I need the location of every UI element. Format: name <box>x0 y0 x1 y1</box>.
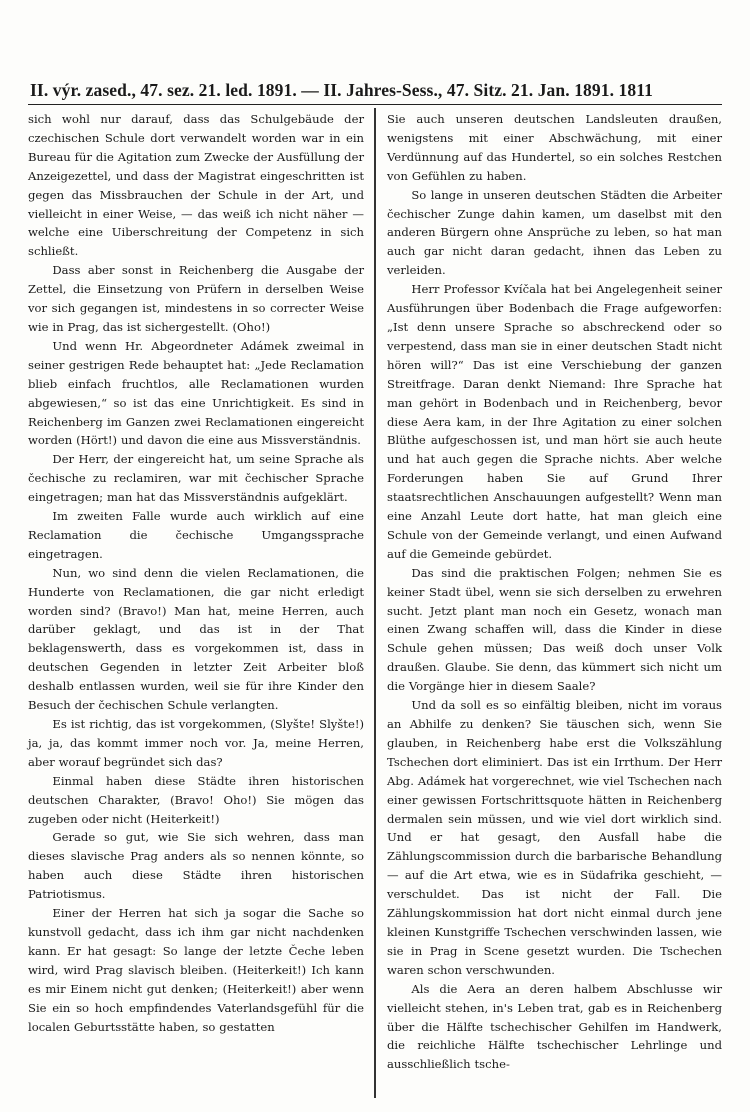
column-divider <box>374 108 376 1098</box>
left-column <box>28 110 364 1036</box>
paragraph: Und da soll es so einfältig bleiben, nicht im voraus an Abhilfe zu denken? Sie täuschen sich, wenn Sie glauben, in Reichenberg habe erst die Volkszählung Tschechen dort eliminiert. Das ist ein Irrthum. Der Herr Abg. Adámek hat vorgerechnet, wie viel Tschechen nach einer gewissen Fortschrittsquote hätten in Reichenberg dermalen sein müssen, und wie viel dort wirklich sind. Und er hat gesagt, den Ausfall habe die Zählungscommission durch die barbarische Behandlung — auf die Art etwa, wie es in Südafrika geschieht, — verschuldet. Das ist nicht der Fall. Die Zählungskommission hat dort nicht einmal durch jene kleinen Kunstgriffe Tschechen verschwinden lassen, wie sie in Prag in Scene gesetzt wurden. Die Tschechen waren schon verschwunden. <box>387 698 722 977</box>
paragraph: Herr Professor Kvíčala hat bei Angelegenheit seiner Ausführungen über Bodenbach die Frage aufgeworfen: „Ist denn unsere Sprache so abschreckend oder so verpestend, dass man sie in einer deutschen Stadt nicht hören will?“ Das ist eine Verschiebung der ganzen Streitfrage. Daran denkt Niemand: Ihre Sprache hat man gehört in Bodenbach und in Reichenberg, bevor diese Aera kam, in der Ihre Agitation zu einer solchen Blüthe aufgeschossen ist, und man hört sie auch heute und hat auch gegen die Sprache nichts. Aber welche Forderungen haben Sie auf Grund Ihrer staatsrechtlichen Anschauungen aufgestellt? Wenn man eine Anzahl Leute dort hatte, hat man gleich eine Schule von der Gemeinde verlangt, und einen Aufwand auf die Gemeinde gebürdet. <box>387 282 722 561</box>
paragraph: Gerade so gut, wie Sie sich wehren, dass man dieses slavische Prag anders als so nennen könnte, so haben auch diese Städte ihren historischen Patriotismus. <box>28 830 364 902</box>
paragraph: Nun, wo sind denn die vielen Reclamationen, die Hunderte von Reclamationen, die gar nicht erledigt worden sind? (Bravo!) Man hat, meine Herren, auch darüber geklagt, und das ist in der That beklagenswerth, dass es vorgekommen ist, dass in deutschen Gegenden in letzter Zeit Arbeiter bloß deshalb entlassen wurden, weil sie für ihre Kinder den Besuch der čechischen Schule verlangten. <box>28 565 364 713</box>
paragraph: Es ist richtig, das ist vorgekommen, (Slyšte! Slyšte!) ja, ja, das kommt immer noch vor. Ja, meine Herren, aber worauf begründet sich das? <box>28 717 364 769</box>
paragraph: Das sind die praktischen Folgen; nehmen Sie es keiner Stadt übel, wenn sie sich derselben zu erwehren sucht. Jetzt plant man noch ein Gesetz, wonach man einen Zwang schaffen will, dass die Kinder in diese Schule gehen müssen; Das weiß doch unser Volk draußen. Glaube. Sie denn, das kümmert sich nicht um die Vorgänge hier in diesem Saale? <box>387 565 722 694</box>
paragraph: So lange in unseren deutschen Städten die Arbeiter čechischer Zunge dahin kamen, um daselbst mit den anderen Bürgern ohne Ansprüche zu leben, so hat man auch gar nicht daran gedacht, ihnen das Leben zu verleiden. <box>387 187 722 278</box>
paragraph: Einer der Herren hat sich ja sogar die Sache so kunstvoll gedacht, dass ich ihm gar nicht nachdenken kann. Er hat gesagt: So lange der letzte Čeche leben wird, wird Prag slavisch bleiben. (Heiterkeit!) Ich kann es mir Einem nicht gut denken; (Heiterkeit!) aber wenn Sie ein so hoch empfindendes Vaterlandsgefühl für die localen Geburtsstätte haben, so gestatten <box>28 906 364 1034</box>
paragraph: Dass aber sonst in Reichenberg die Ausgabe der Zettel, die Einsetzung von Prüfern in derselben Weise vor sich gegangen ist, mindestens in so correcter Weise wie in Prag, das ist sichergestellt. (Oho!) <box>28 263 364 334</box>
header-rule <box>28 104 722 105</box>
page-header: II. výr. zased., 47. sez. 21. led. 1891. — II. Jahres-Sess., 47. Sitz. 21. Jan. 1891. 1811 <box>30 80 653 100</box>
paragraph: Einmal haben diese Städte ihren historischen deutschen Charakter, (Bravo! Oho!) Sie mögen das zugeben oder nicht (Heiterkeit!) <box>28 773 364 826</box>
right-column <box>387 110 722 1074</box>
paragraph: Im zweiten Falle wurde auch wirklich auf eine Reclamation die čechische Umgangssprache eingetragen. <box>28 509 364 561</box>
paragraph: Als die Aera an deren halbem Abschlusse wir vielleicht stehen, in's Leben trat, gab es in Reichenberg über die Hälfte tschechischer Gehilfen im Handwerk, die reichliche Hälfte tschechischer Lehrlinge und ausschließlich tsche- <box>387 981 722 1072</box>
paragraph: sich wohl nur darauf, dass das Schulgebäude der czechischen Schule dort verwandelt worden war in ein Bureau für die Agitation zum Zwecke der Ausfüllung der Anzeigezettel, und dass der Magistrat eingeschritten ist gegen das Missbrauchen der Schule in der Art, und vielleicht in einer Weise, — das weiß ich nicht näher — welche eine Uiberschreitung der Competenz in sich schließt. <box>28 112 364 259</box>
paragraph: Und wenn Hr. Abgeordneter Adámek zweimal in seiner gestrigen Rede behauptet hat: „Jede Reclamation blieb einfach fruchtlos, alle Reclamationen wurden abgewiesen,“ so ist das eine Unrichtigkeit. Es sind in Reichenberg im Ganzen zwei Reclamationen eingereicht worden (Hört!) und davon die eine aus Missverständnis. <box>28 338 364 448</box>
paragraph: Der Herr, der eingereicht hat, um seine Sprache als čechische zu reclamiren, war mit čechischer Sprache eingetragen; man hat das Missverständnis aufgeklärt. <box>28 452 364 505</box>
paragraph: Sie auch unseren deutschen Landsleuten draußen, wenigstens mit einer Abschwächung, mit einer Verdünnung auf das Hundertel, so ein solches Restchen von Gefühlen zu haben. <box>387 112 722 183</box>
